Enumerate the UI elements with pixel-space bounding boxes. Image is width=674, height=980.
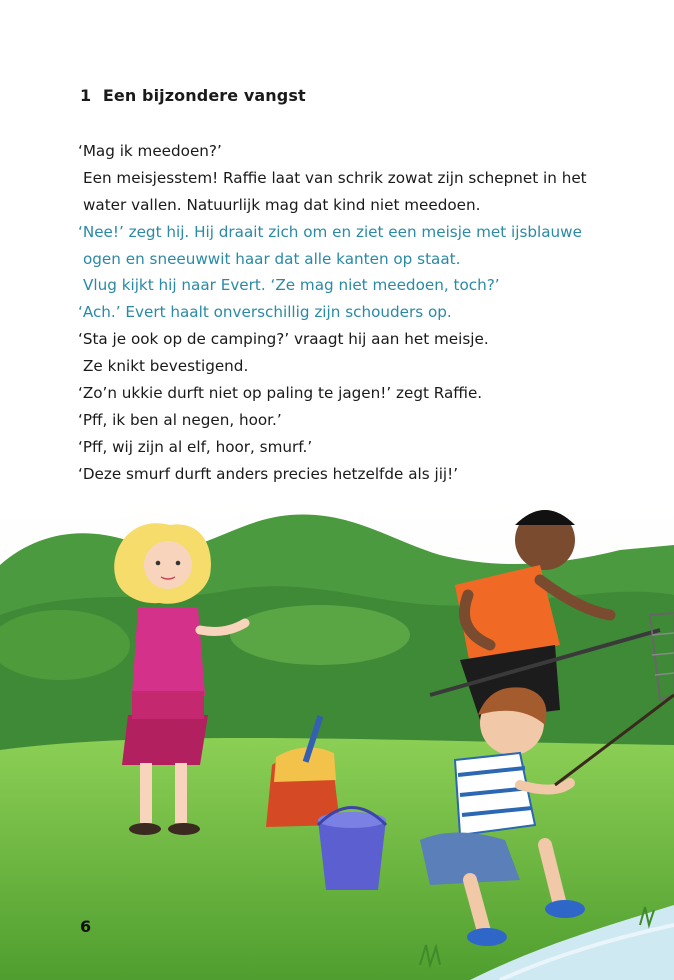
story-line: ‘Mag ik meedoen?’ xyxy=(78,142,222,160)
story-line: ‘Deze smurf durft anders precies hetzelfde als jij!’ xyxy=(78,464,459,483)
story-line: ‘Pff, wij zijn al elf, hoor, smurf.’ xyxy=(78,437,313,456)
story-line: ‘Zo’n ukkie durft niet op paling te jagen!’ zegt Raffie. xyxy=(78,384,483,403)
page-number: 6 xyxy=(80,917,92,936)
story-text xyxy=(78,138,638,488)
illustration xyxy=(0,495,674,980)
chapter-title-text: Een bijzondere vangst xyxy=(102,86,306,105)
chapter-number: 1 xyxy=(80,86,92,105)
story-line: Een meisjesstem! Raffie laat van schrik zowat zijn schepnet in het xyxy=(83,168,587,187)
story-line: Vlug kijkt hij naar Evert. ‘Ze mag niet meedoen, toch?’ xyxy=(83,276,500,295)
bucket xyxy=(318,808,386,891)
story-line: water vallen. Natuurlijk mag dat kind niet meedoen. xyxy=(83,195,481,214)
story-line: ‘Ach.’ Evert haalt onverschillig zijn schouders op. xyxy=(78,303,452,322)
story-line: ogen en sneeuwwit haar dat alle kanten op staat. xyxy=(83,249,461,268)
chapter-title xyxy=(80,86,306,105)
story-line: ‘Pff, ik ben al negen, hoor.’ xyxy=(78,410,282,429)
story-line: Ze knikt bevestigend. xyxy=(83,357,249,376)
story-line: ‘Nee!’ zegt hij. Hij draait zich om en ziet een meisje met ijsblauwe xyxy=(78,222,582,241)
story-line: ‘Sta je ook op de camping?’ vraagt hij aan het meisje. xyxy=(78,330,489,349)
